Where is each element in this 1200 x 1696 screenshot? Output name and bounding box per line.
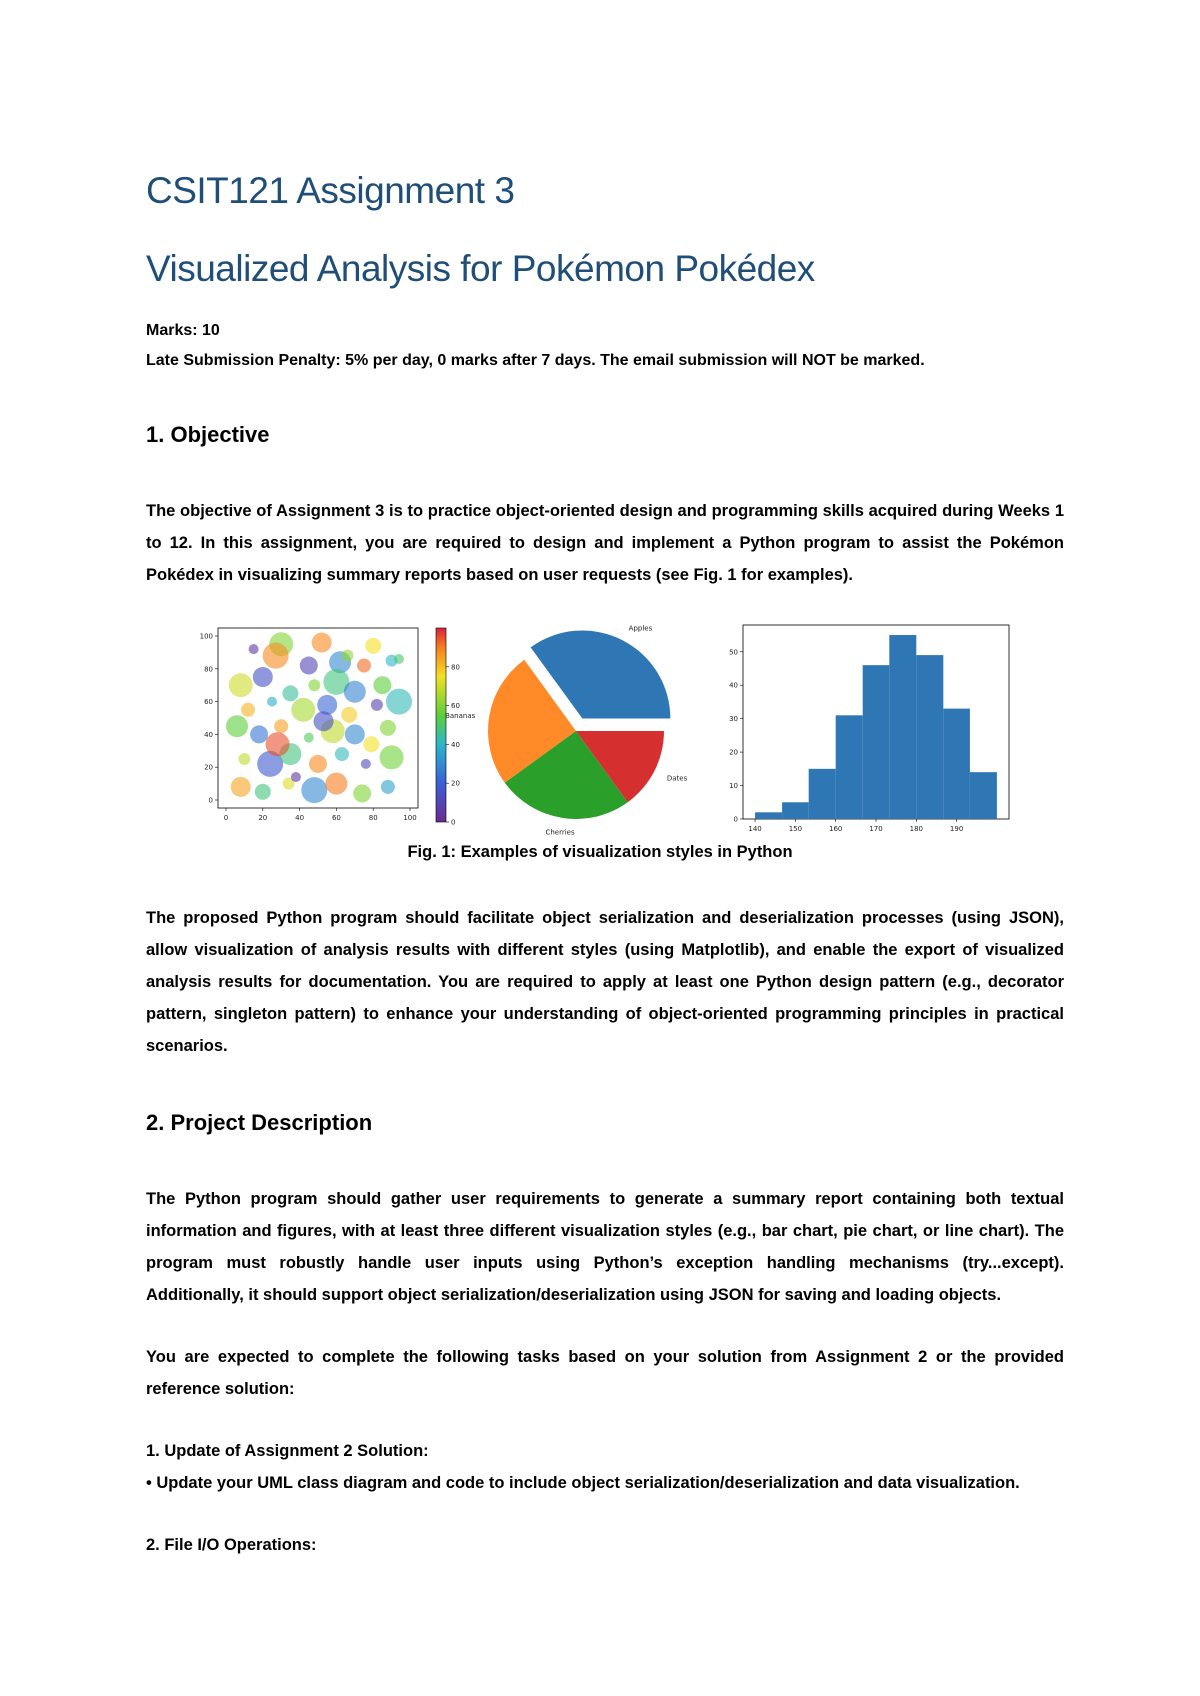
y-tick-label: 10 <box>729 782 738 791</box>
objective-paragraph: The objective of Assignment 3 is to practice object-oriented design and programming skills acquired during Weeks 1 to 12. In this assignment, you are required to design and implement a Python program to assist the Pokémon Pokédex in visualizing summary reports based on user requests (see Fig. 1 for examples). <box>146 502 1064 584</box>
histogram-bar <box>755 812 782 819</box>
scatter-point <box>381 780 395 794</box>
pie-label: Cherries <box>545 828 575 837</box>
x-tick-label: 170 <box>869 825 883 833</box>
scatter-point <box>308 679 320 691</box>
scatter-point <box>357 659 371 673</box>
histogram-bar <box>943 709 970 819</box>
scatter-point <box>380 720 396 736</box>
colorbar-tick-label: 20 <box>451 779 460 788</box>
y-tick-label: 40 <box>729 681 738 690</box>
x-tick-label: 20 <box>258 814 268 822</box>
y-tick-label: 100 <box>199 632 213 641</box>
late-penalty-text: Late Submission Penalty: 5% per day, 0 marks after 7 days. The email submission will NOT be marked. <box>146 352 925 369</box>
objective-paragraph-2: The proposed Python program should facilitate object serialization and deserialization processes (using JSON), allow visualization of analysis results with different styles (using Matplotlib), and enable the export of visualized analysis results for documentation. You are required to apply at least one Python design pattern (e.g., decorator pattern, singleton pattern) to enhance your understanding of object-oriented programming principles in practical scenarios. <box>146 909 1064 1055</box>
x-tick-label: 150 <box>788 825 803 833</box>
scatter-point <box>249 644 259 654</box>
y-tick-label: 0 <box>733 815 738 824</box>
scatter-point <box>267 697 277 707</box>
colorbar <box>436 628 446 822</box>
scatter-point <box>345 724 365 744</box>
x-tick-label: 80 <box>368 814 378 822</box>
colorbar-tick-label: 60 <box>451 702 460 711</box>
y-tick-label: 40 <box>204 730 213 739</box>
scatter-point <box>309 755 327 773</box>
project-description-paragraph: The Python program should gather user requirements to generate a summary report containing both textual information and figures, with at least three different visualization styles (e.g., bar chart, pie chart, or line chart). The program must robustly handle user inputs using Python’s exception handling mechanisms (try...except). Additionally, it should support object serialization/deserialization using JSON for saving and loading objects. <box>146 1190 1064 1304</box>
document-title: CSIT121 Assignment 3 <box>146 170 515 211</box>
x-tick-label: 190 <box>949 825 964 833</box>
task-2-title: 2. File I/O Operations: <box>146 1536 317 1554</box>
scatter-point <box>344 681 366 703</box>
tasks-intro-paragraph: You are expected to complete the following tasks based on your solution from Assignment 2 or the provided reference solution: <box>146 1348 1064 1398</box>
figure-caption: Fig. 1: Examples of visualization styles in Python <box>407 843 793 861</box>
scatter-point <box>238 753 250 765</box>
histogram-bar <box>970 772 997 819</box>
x-tick-label: 160 <box>829 825 843 833</box>
section-heading-project-description: 2. Project Description <box>146 1110 373 1135</box>
task-1-bullet: • Update your UML class diagram and code to include object serialization/deserialization and data visualization. <box>146 1474 1020 1492</box>
pie-label: Bananas <box>445 712 476 721</box>
pie-label: Apples <box>628 624 653 633</box>
y-tick-label: 80 <box>204 665 213 674</box>
scatter-point <box>312 633 332 653</box>
pie-label: Dates <box>666 774 688 783</box>
scatter-point <box>255 784 271 800</box>
scatter-point <box>341 707 357 723</box>
colorbar-tick-label: 0 <box>451 818 456 827</box>
histogram-bar <box>863 665 890 819</box>
scatter-point <box>291 698 315 722</box>
scatter-point <box>274 719 288 733</box>
scatter-point <box>291 772 301 782</box>
scatter-point <box>282 685 298 701</box>
scatter-point <box>314 711 334 731</box>
section-heading-objective: 1. Objective <box>146 422 270 447</box>
scatter-point <box>253 667 273 687</box>
x-tick-label: 0 <box>223 814 229 822</box>
y-tick-label: 30 <box>729 715 738 724</box>
scatter-point <box>266 732 290 756</box>
x-tick-label: 40 <box>295 814 305 822</box>
scatter-point <box>301 777 327 803</box>
scatter-point <box>353 784 371 802</box>
scatter-point <box>365 638 381 654</box>
scatter-point <box>250 725 268 743</box>
y-tick-label: 20 <box>729 748 738 757</box>
y-tick-label: 50 <box>729 648 738 657</box>
colorbar-tick-label: 80 <box>451 663 460 672</box>
scatter-point <box>229 673 253 697</box>
histogram-chart <box>716 620 1016 835</box>
scatter-point <box>394 654 404 664</box>
scatter-point <box>300 657 318 675</box>
task-1-title: 1. Update of Assignment 2 Solution: <box>146 1442 429 1460</box>
scatter-point <box>304 733 314 743</box>
scatter-point <box>241 703 255 717</box>
histogram-bar <box>836 715 863 819</box>
scatter-point <box>226 715 248 737</box>
scatter-point <box>361 759 371 769</box>
histogram-bar <box>889 635 916 819</box>
y-tick-label: 60 <box>204 698 213 707</box>
marks-text: Marks: 10 <box>146 322 220 339</box>
colorbar-tick-label: 40 <box>451 740 460 749</box>
scatter-point <box>231 777 251 797</box>
document-subtitle: Visualized Analysis for Pokémon Pokédex <box>146 248 815 289</box>
x-tick-label: 180 <box>909 825 923 833</box>
scatter-point <box>373 676 391 694</box>
histogram-bar <box>809 769 836 819</box>
y-tick-label: 0 <box>208 796 213 805</box>
scatter-point <box>325 773 347 795</box>
scatter-chart <box>188 620 464 830</box>
scatter-point <box>371 699 383 711</box>
scatter-point <box>380 745 404 769</box>
x-tick-label: 140 <box>748 825 762 833</box>
scatter-point <box>335 747 349 761</box>
scatter-point <box>341 650 353 662</box>
histogram-bar <box>916 655 943 819</box>
scatter-point <box>386 689 412 715</box>
scatter-point <box>263 643 289 669</box>
scatter-point <box>363 736 379 752</box>
y-tick-label: 20 <box>204 763 213 772</box>
histogram-bar <box>782 802 809 819</box>
x-tick-label: 100 <box>403 814 417 822</box>
x-tick-label: 60 <box>331 814 341 822</box>
